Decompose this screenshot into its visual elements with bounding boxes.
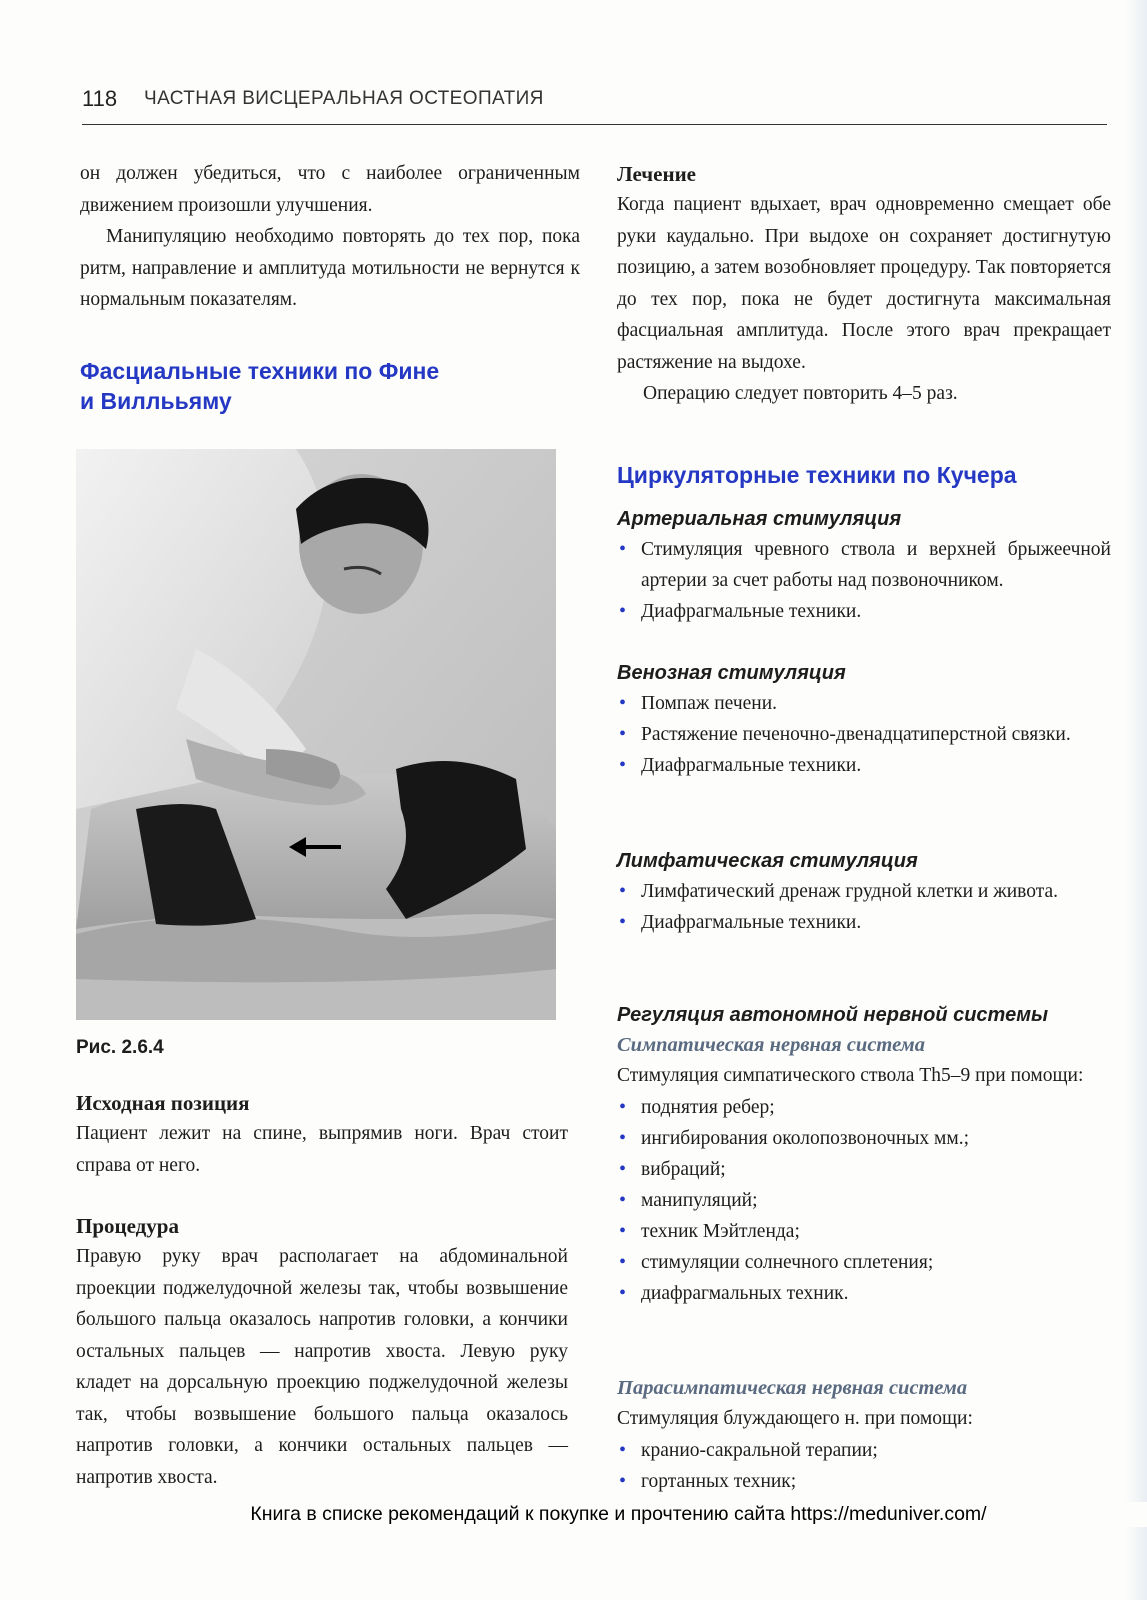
bullet-list bbox=[617, 876, 1111, 938]
list-item: • Диафрагмальные техники. bbox=[617, 750, 1111, 781]
system-heading: Парасимпатическая нервная система bbox=[617, 1377, 968, 1399]
footer-text: Книга в списке рекомендаций к покупке и прочтению сайта https://meduniver.com/ bbox=[250, 1503, 987, 1525]
subheading: Регуляция автономной нервной системы bbox=[617, 1004, 1049, 1026]
bullet-list bbox=[617, 1092, 1111, 1309]
bullet-list bbox=[617, 534, 1111, 627]
paragraph: Правую руку врач располагает на абдоминальной проекции поджелудочной железы так, чтобы возвышение большого пальца оказалось напротив головки, а кончики остальных пальцев — напротив хвоста. Левую руку кладет на дорсальную проекцию поджелудочной железы так, чтобы возвышение большого пальца оказалось напротив головки, а кончики остальных пальцев — напротив хвоста. bbox=[76, 1246, 568, 1488]
treatment-section bbox=[617, 159, 1111, 410]
venous-section bbox=[617, 658, 1111, 781]
parasympathetic-section bbox=[617, 1373, 1111, 1497]
list-item: • Стимуляция чревного ствола и верхней брыжеечной артерии за счет работы над позвоночником. bbox=[617, 534, 1111, 596]
section-heading-line: Фасциальные техники по Фине bbox=[80, 358, 440, 384]
section-heading-line: и Виллььяму bbox=[80, 388, 232, 414]
footer-notice bbox=[0, 1502, 1147, 1527]
list-item: • кранио-сакральной терапии; bbox=[617, 1435, 1111, 1466]
paragraph: Операцию следует повторить 4–5 раз. bbox=[643, 383, 958, 404]
bullet-list bbox=[617, 1435, 1111, 1497]
list-item: • Диафрагмальные техники. bbox=[617, 596, 1111, 627]
running-title: ЧАСТНАЯ ВИСЦЕРАЛЬНАЯ ОСТЕОПАТИЯ bbox=[144, 88, 544, 109]
lymphatic-section bbox=[617, 846, 1111, 938]
list-item: • поднятия ребер; bbox=[617, 1092, 1111, 1123]
subheading: Артериальная стимуляция bbox=[617, 508, 902, 530]
figure-caption: Рис. 2.6.4 bbox=[76, 1037, 164, 1058]
list-item: • вибраций; bbox=[617, 1154, 1111, 1185]
system-heading: Симпатическая нервная система bbox=[617, 1034, 925, 1056]
list-item: • Помпаж печени. bbox=[617, 688, 1111, 719]
list-item: • Лимфатический дренаж грудной клетки и живота. bbox=[617, 876, 1111, 907]
list-item: • манипуляций; bbox=[617, 1185, 1111, 1216]
procedure-section bbox=[76, 1211, 568, 1493]
left-intro-text bbox=[80, 158, 580, 316]
section-heading-fascial bbox=[80, 356, 580, 416]
figure-photo bbox=[76, 449, 556, 1020]
ans-section bbox=[617, 1000, 1111, 1309]
section-heading-circulatory bbox=[617, 460, 1111, 490]
list-item: • Диафрагмальные техники. bbox=[617, 907, 1111, 938]
paragraph: Стимуляция симпатического ствола Th5–9 при помощи: bbox=[617, 1065, 1084, 1086]
paragraph: Манипуляцию необходимо повторять до тех пор, пока ритм, направление и амплитуда мотильности не вернутся к нормальным показателям. bbox=[80, 226, 580, 310]
subheading: Лечение bbox=[617, 162, 696, 186]
list-item: • техник Мэйтленда; bbox=[617, 1216, 1111, 1247]
paragraph: Стимуляция блуждающего н. при помощи: bbox=[617, 1408, 973, 1429]
paragraph: Когда пациент вдыхает, врач одновременно смещает обе руки каудально. При выдохе он сохраняет достигнутую позицию, а затем возобновляет процедуру. Так повторяется до тех пор, пока не будет достигнута максимальная фасциальная амплитуда. После этого врач прекращает растяжение на выдохе. bbox=[617, 194, 1111, 373]
bullet-list bbox=[617, 688, 1111, 781]
start-position-section bbox=[76, 1088, 568, 1181]
list-item: • гортанных техник; bbox=[617, 1466, 1111, 1497]
page-edge-shadow bbox=[1125, 0, 1147, 1600]
list-item: • Растяжение печеночно-двенадцатиперстной связки. bbox=[617, 719, 1111, 750]
paragraph: он должен убедиться, что с наиболее ограниченным движением произошли улучшения. bbox=[80, 163, 580, 216]
subheading: Исходная позиция bbox=[76, 1091, 250, 1115]
arterial-section bbox=[617, 504, 1111, 627]
page-number: 118 bbox=[82, 86, 118, 111]
subheading: Венозная стимуляция bbox=[617, 662, 846, 684]
subheading: Лимфатическая стимуляция bbox=[617, 850, 918, 872]
osteopathy-photo-illustration bbox=[76, 449, 556, 1020]
page-header bbox=[82, 84, 1107, 125]
section-heading-line: Циркуляторные техники по Кучера bbox=[617, 462, 1017, 488]
list-item: • стимуляции солнечного сплетения; bbox=[617, 1247, 1111, 1278]
list-item: • ингибирования околопозвоночных мм.; bbox=[617, 1123, 1111, 1154]
list-item: • диафрагмальных техник. bbox=[617, 1278, 1111, 1309]
paragraph: Пациент лежит на спине, выпрямив ноги. Врач стоит справа от него. bbox=[76, 1123, 568, 1176]
subheading: Процедура bbox=[76, 1214, 179, 1238]
